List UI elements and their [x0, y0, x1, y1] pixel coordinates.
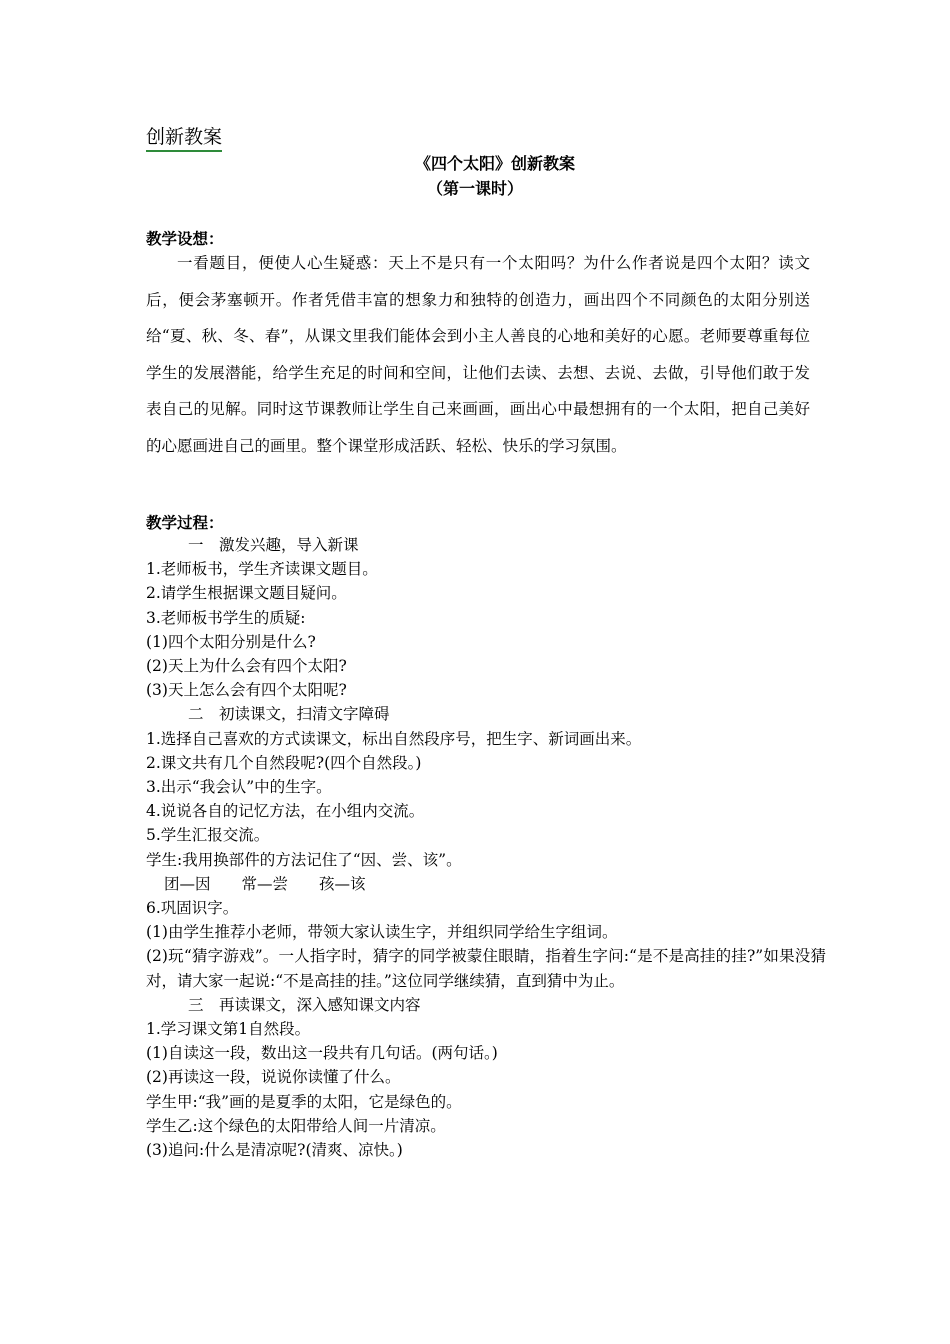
document-title: 《四个太阳》创新教案: [414, 154, 575, 173]
list-item: 学生乙:这个绿色的太阳带给人间一片清凉。: [146, 1116, 446, 1135]
list-item: 3.老师板书学生的质疑:: [146, 608, 306, 627]
list-item: 1.选择自己喜欢的方式读课文，标出自然段序号，把生字、新词画出来。: [146, 729, 642, 748]
process-heading: 教学过程：: [146, 514, 224, 532]
design-paragraph: 一看题目，便使人心生疑惑：天上不是只有一个太阳吗？为什么作者说是四个太阳？读文后，便会茅塞顿开。作者凭借丰富的想象力和独特的创造力，画出四个不同颜色的太阳分别送给“夏、秋、冬、春”，从课文里我们能体会到小主人善良的心地和美好的心愿。老师要尊重每位学生的发展潜能，给学生充足的时间和空间，让他们去读、去想、去说、去做，引导他们敢于发表自己的见解。同时这节课教师让学生自己来画画，画出心中最想拥有的一个太阳，把自己美好的心愿画进自己的画里。整个课堂形成活跃、轻松、快乐的学习氛围。: [146, 254, 810, 455]
list-item: 2.课文共有几个自然段呢?(四个自然段。): [146, 753, 422, 772]
section-heading: 一 激发兴趣，导入新课: [188, 536, 359, 554]
list-item: (1)由学生推荐小老师，带领大家认读生字，并组织同学给生字组词。: [146, 923, 618, 942]
list-item: (2)天上为什么会有四个太阳?: [146, 657, 347, 676]
list-item: 1.老师板书，学生齐读课文题目。: [146, 560, 378, 579]
list-item: 1.学习课文第1自然段。: [146, 1020, 311, 1039]
list-item: (3)天上怎么会有四个太阳呢?: [146, 681, 347, 700]
list-item: 学生:我用换部件的方法记住了“因、尝、该”。: [146, 850, 462, 869]
list-item: 3.出示“我会认”中的生字。: [146, 778, 332, 797]
list-item: 2.请学生根据课文题目疑问。: [146, 584, 347, 603]
header-link[interactable]: 创新教案: [146, 124, 222, 152]
list-item: (2)玩“猜字游戏”。一人指字时，猜字的同学被蒙住眼睛，指着生字问:“是不是高挂的挂?”如果没猜对，请大家一起说:“不是高挂的挂。”这位同学继续猜，直到猜中为止。: [146, 947, 826, 990]
list-item: (3)追问:什么是清凉呢?(清爽、凉快。): [146, 1141, 403, 1160]
list-item: 6.巩固识字。: [146, 899, 239, 918]
design-heading: 教学设想：: [146, 230, 224, 248]
section-heading: 二 初读课文，扫清文字障碍: [188, 705, 390, 724]
process-lines: [146, 533, 826, 1162]
document-subtitle: （第一课时）: [426, 179, 523, 198]
list-item: (1)四个太阳分别是什么?: [146, 632, 316, 651]
list-item: 团—因 常—尝 孩—该: [164, 874, 366, 893]
list-item: (2)再读这一段，说说你读懂了什么。: [146, 1068, 401, 1087]
section-heading: 三 再读课文，深入感知课文内容: [188, 995, 421, 1014]
list-item: 5.学生汇报交流。: [146, 826, 270, 845]
list-item: 学生甲:“我”画的是夏季的太阳，它是绿色的。: [146, 1092, 462, 1111]
list-item: 4.说说各自的记忆方法，在小组内交流。: [146, 802, 425, 821]
list-item: (1)自读这一段，数出这一段共有几句话。(两句话。): [146, 1044, 498, 1063]
